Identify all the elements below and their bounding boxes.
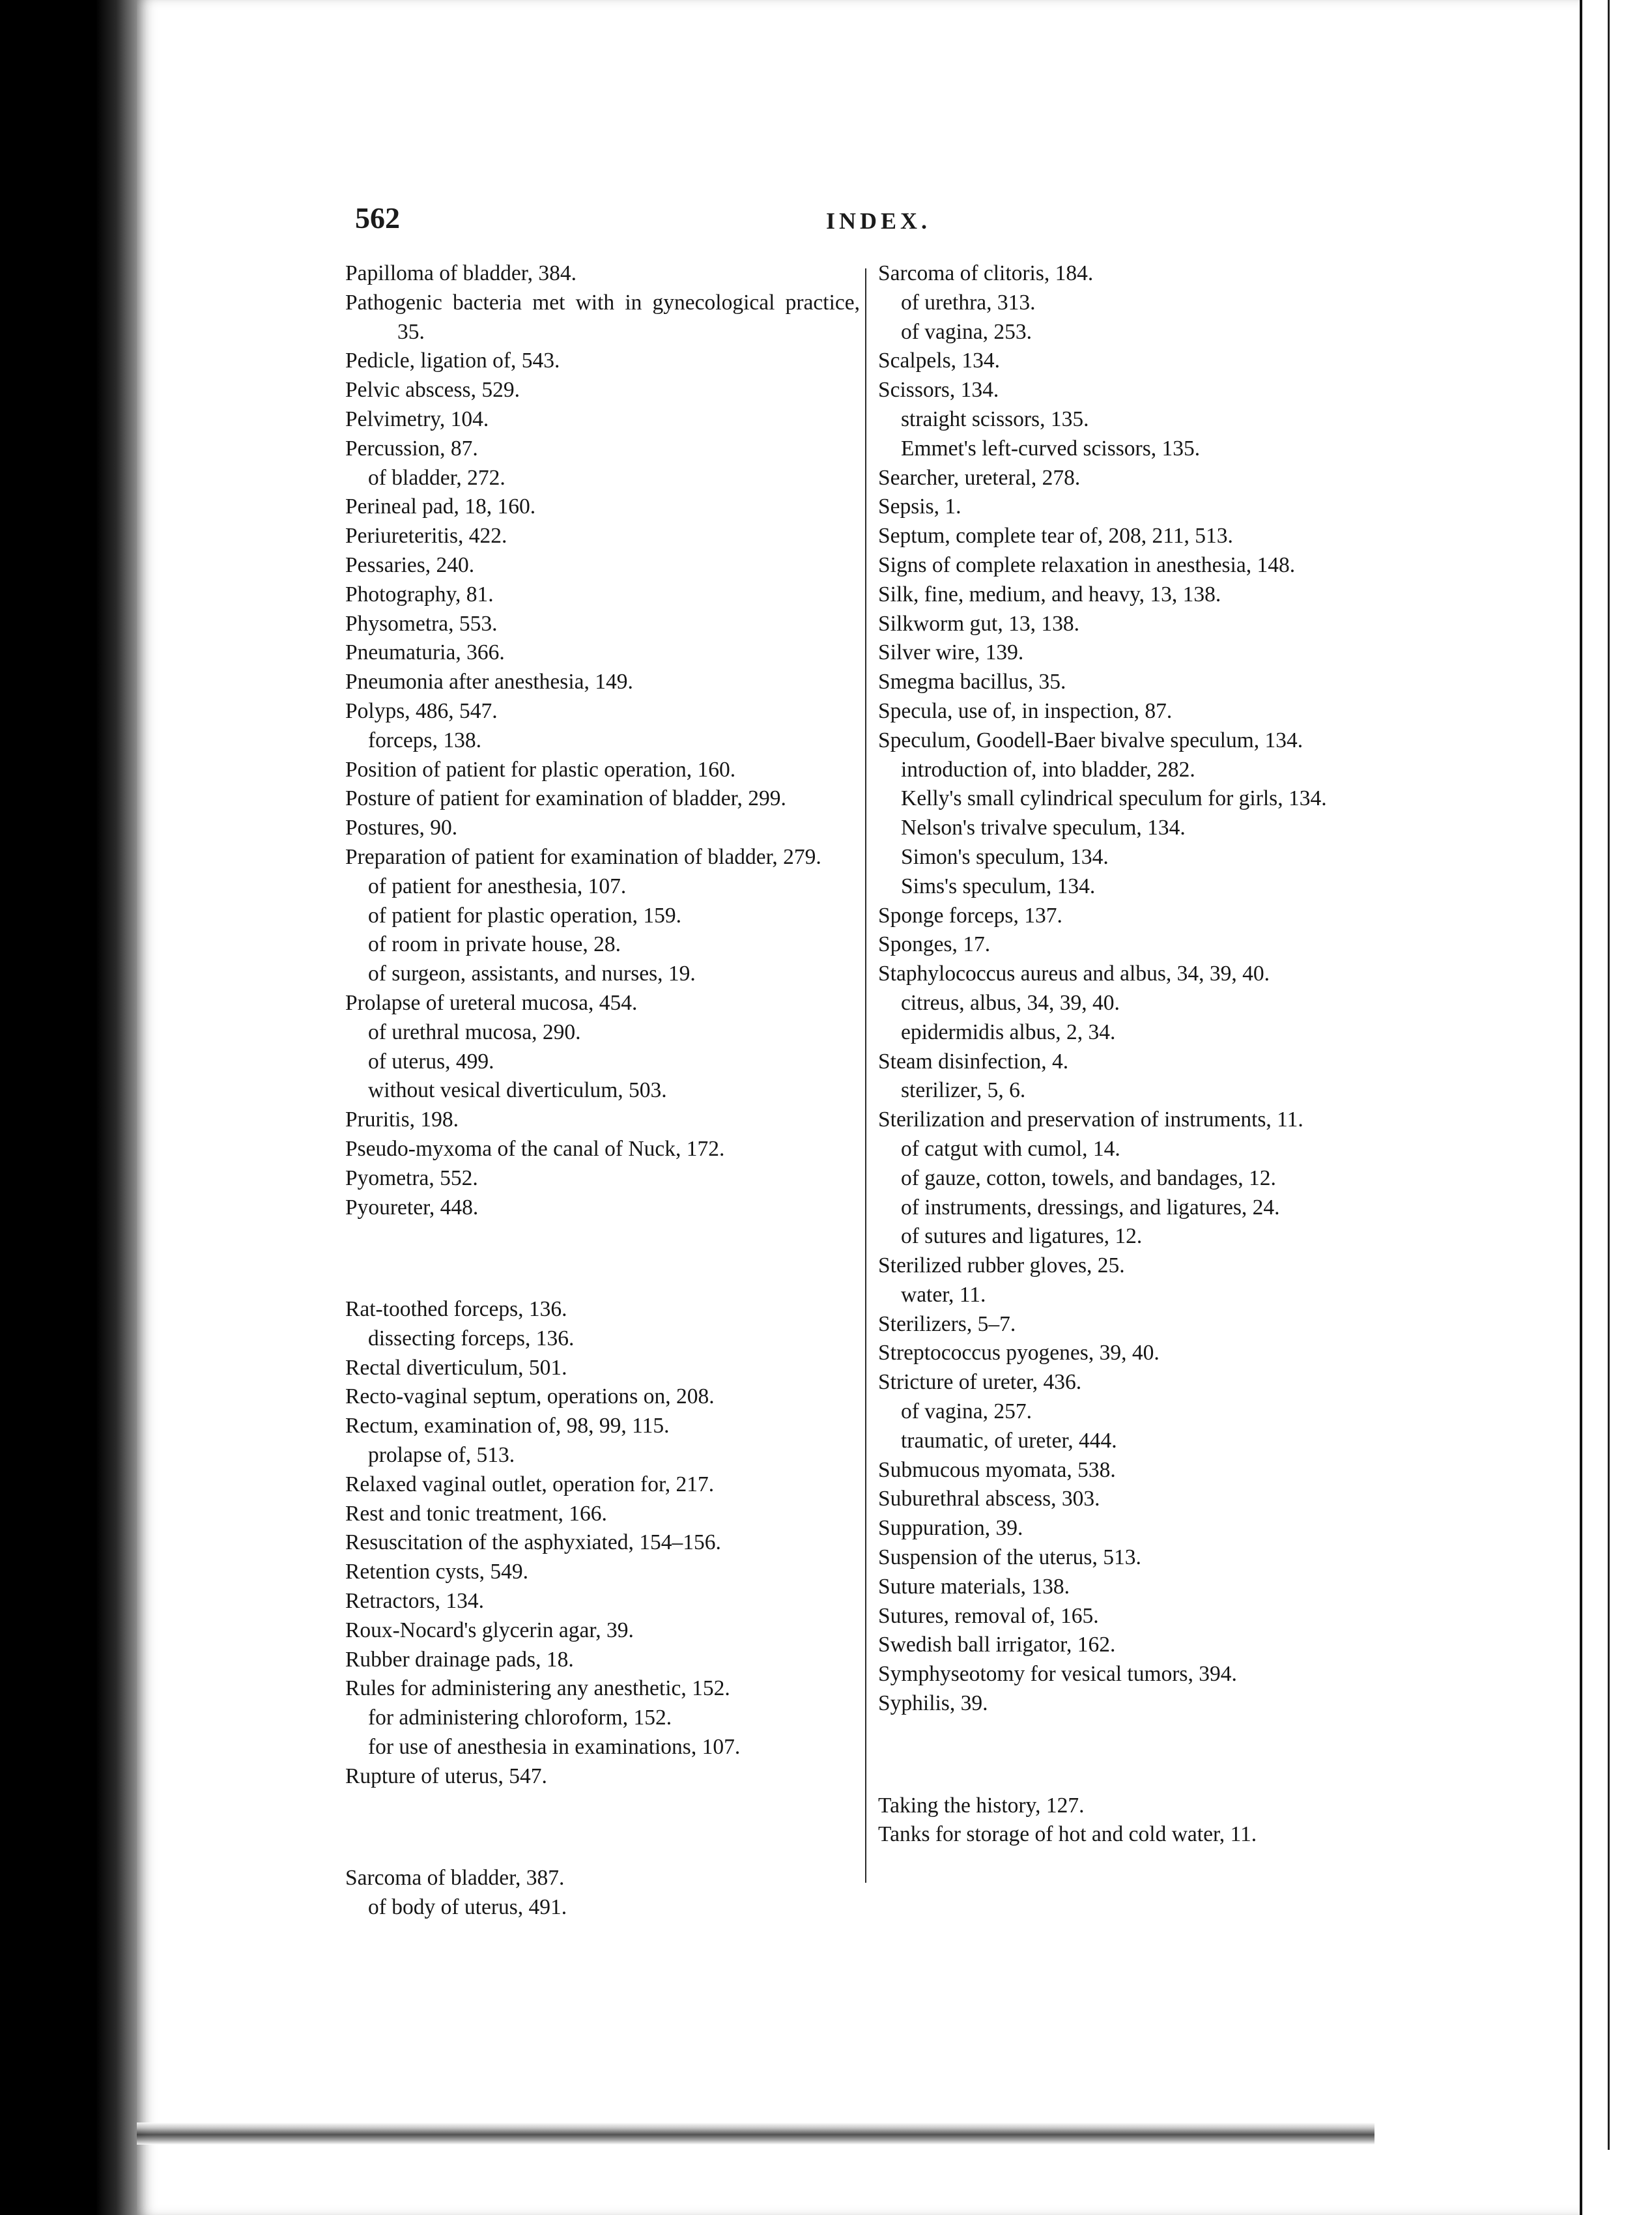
index-entry: Sponges, 17.	[878, 932, 991, 957]
index-entry: Rest and tonic treatment, 166.	[345, 1501, 607, 1526]
index-entry: Suppuration, 39.	[878, 1516, 1023, 1541]
index-entry: Sterilization and preservation of instruments, 11.	[878, 1108, 1303, 1132]
index-subentry: of sutures and ligatures, 12.	[901, 1224, 1143, 1249]
index-entry: Retention cysts, 549.	[345, 1560, 529, 1584]
index-subentry: dissecting forceps, 136.	[368, 1326, 575, 1350]
index-subentry: water, 11.	[901, 1282, 986, 1307]
index-entry: Rectum, examination of, 98, 99, 115.	[345, 1414, 670, 1438]
index-entry: Suture materials, 138.	[878, 1574, 1070, 1599]
index-subentry: Simon's speculum, 134.	[901, 844, 1109, 869]
index-entry: Postures, 90.	[345, 816, 458, 840]
index-entry: Physometra, 553.	[345, 611, 498, 636]
section-gap	[345, 1244, 860, 1274]
index-subentry: of uterus, 499.	[368, 1049, 494, 1074]
index-column-left	[345, 259, 860, 1922]
index-entry: Pessaries, 240.	[345, 552, 475, 577]
index-subentry: of vagina, 257.	[901, 1399, 1032, 1424]
index-entry: Pelvic abscess, 529.	[345, 378, 520, 403]
index-entry: Silver wire, 139.	[878, 640, 1024, 665]
index-subentry: straight scissors, 135.	[901, 407, 1089, 431]
index-subentry: of vagina, 253.	[901, 319, 1032, 344]
index-subentry: sterilizer, 5, 6.	[901, 1078, 1026, 1103]
index-entry: Specula, use of, in inspection, 87.	[878, 698, 1173, 723]
index-entry: Rubber drainage pads, 18.	[345, 1647, 574, 1672]
index-entry: Recto-vaginal septum, operations on, 208.	[345, 1384, 715, 1409]
index-entry: Stricture of ureter, 436.	[878, 1370, 1082, 1395]
index-entry: Pneumonia after anesthesia, 149.	[345, 670, 633, 694]
index-entry: Resuscitation of the asphyxiated, 154–156.	[345, 1530, 721, 1555]
index-entry: Tanks for storage of hot and cold water, 11.	[878, 1822, 1257, 1847]
index-entry: Percussion, 87.	[345, 436, 478, 461]
index-subentry: introduction of, into bladder, 282.	[901, 757, 1195, 782]
index-entry: Rules for administering any anesthetic, 152.	[345, 1676, 730, 1701]
index-entry: Suspension of the uterus, 513.	[878, 1545, 1141, 1570]
index-entry: Taking the history, 127.	[878, 1793, 1085, 1818]
index-subentry: Nelson's trivalve speculum, 134.	[901, 816, 1186, 840]
index-subentry: of patient for anesthesia, 107.	[368, 874, 627, 898]
index-entry: Pruritis, 198.	[345, 1108, 459, 1132]
index-entry: Searcher, ureteral, 278.	[878, 465, 1081, 490]
index-entry: Rectal diverticulum, 501.	[345, 1355, 567, 1380]
index-entry: Silkworm gut, 13, 138.	[878, 611, 1079, 636]
index-entry: Symphyseotomy for vesical tumors, 394.	[878, 1662, 1237, 1687]
index-entry: Sarcoma of bladder, 387.	[345, 1866, 565, 1891]
index-subentry: of urethra, 313.	[901, 290, 1036, 315]
index-entry: Scissors, 134.	[878, 378, 999, 403]
index-entry: Rupture of uterus, 547.	[345, 1764, 547, 1788]
index-column-right	[878, 259, 1393, 1850]
page-bottom-edge	[137, 2122, 1374, 2145]
index-entry: Pyometra, 552.	[345, 1165, 478, 1190]
index-subentry: of urethral mucosa, 290.	[368, 1020, 581, 1044]
index-entry: Sutures, removal of, 165.	[878, 1603, 1099, 1628]
scan-left-edge	[0, 0, 137, 2215]
index-subentry: of surgeon, assistants, and nurses, 19.	[368, 962, 696, 986]
index-entry: Scalpels, 134.	[878, 349, 1001, 373]
index-entry: Posture of patient for examination of bladder, 299.	[345, 786, 786, 811]
index-subentry: of body of uterus, 491.	[368, 1895, 567, 1920]
index-entry: Pseudo-myxoma of the canal of Nuck, 172.	[345, 1136, 725, 1161]
index-entry: Polyps, 486, 547.	[345, 698, 498, 723]
index-subentry: Emmet's left-curved scissors, 135.	[901, 436, 1201, 461]
index-subentry: for use of anesthesia in examinations, 107.	[368, 1735, 741, 1760]
index-entry: Syphilis, 39.	[878, 1691, 988, 1716]
index-entry: Sarcoma of clitoris, 184.	[878, 261, 1094, 285]
running-head: INDEX.	[826, 208, 932, 234]
index-entry: Submucous myomata, 538.	[878, 1457, 1116, 1482]
index-entry: Sepsis, 1.	[878, 494, 961, 519]
index-entry: Sterilized rubber gloves, 25.	[878, 1253, 1125, 1278]
index-entry: Staphylococcus aureus and albus, 34, 39, 40.	[878, 962, 1270, 986]
column-divider	[865, 268, 866, 1883]
index-subentry: of room in private house, 28.	[368, 932, 621, 957]
index-subentry: of gauze, cotton, towels, and bandages, 12.	[901, 1165, 1276, 1190]
index-subentry: Kelly's small cylindrical speculum for girls, 134.	[901, 786, 1327, 811]
index-entry: Preparation of patient for examination of bladder, 279.	[345, 844, 821, 869]
index-entry: Streptococcus pyogenes, 39, 40.	[878, 1341, 1160, 1365]
index-entry: Signs of complete relaxation in anesthesia, 148.	[878, 552, 1296, 577]
index-entry: Papilloma of bladder, 384.	[345, 261, 577, 285]
index-entry: Perineal pad, 18, 160.	[345, 494, 536, 519]
index-entry: Septum, complete tear of, 208, 211, 513.	[878, 524, 1233, 549]
index-subentry: prolapse of, 513.	[368, 1443, 515, 1468]
index-entry: Relaxed vaginal outlet, operation for, 217.	[345, 1472, 715, 1496]
index-subentry: Sims's speculum, 134.	[901, 874, 1096, 898]
index-subentry: epidermidis albus, 2, 34.	[901, 1020, 1116, 1044]
index-subentry: of bladder, 272.	[368, 465, 506, 490]
index-subentry: of instruments, dressings, and ligatures, 24.	[901, 1195, 1280, 1220]
index-entry: Position of patient for plastic operation, 160.	[345, 757, 736, 782]
facing-page-edge	[1580, 0, 1652, 2215]
index-subentry: traumatic, of ureter, 444.	[901, 1428, 1117, 1453]
index-subentry: of patient for plastic operation, 159.	[368, 903, 681, 928]
index-subentry: forceps, 138.	[368, 728, 481, 752]
facing-page-rule	[1608, 0, 1610, 2150]
index-entry: Pedicle, ligation of, 543.	[345, 349, 560, 373]
index-entry: Swedish ball irrigator, 162.	[878, 1633, 1116, 1657]
page-number: 562	[355, 201, 400, 235]
index-entry: Pyoureter, 448.	[345, 1195, 479, 1220]
index-entry: Periureteritis, 422.	[345, 524, 507, 549]
index-entry: Pathogenic bacteria met with in gynecological practice, 35.	[345, 290, 860, 344]
index-entry: Silk, fine, medium, and heavy, 13, 138.	[878, 582, 1221, 607]
section-gap	[878, 1740, 1393, 1769]
index-entry: Rat-toothed forceps, 136.	[345, 1297, 567, 1322]
index-subentry: of catgut with cumol, 14.	[901, 1136, 1120, 1161]
index-entry: Pneumaturia, 366.	[345, 640, 505, 665]
index-entry: Roux-Nocard's glycerin agar, 39.	[345, 1618, 634, 1642]
index-entry: Prolapse of ureteral mucosa, 454.	[345, 990, 638, 1015]
index-entry: Retractors, 134.	[345, 1589, 485, 1614]
index-entry: Speculum, Goodell-Baer bivalve speculum, 134.	[878, 728, 1303, 752]
index-entry: Sterilizers, 5–7.	[878, 1311, 1016, 1336]
section-gap	[345, 1813, 860, 1842]
index-entry: Photography, 81.	[345, 582, 494, 607]
index-entry: Pelvimetry, 104.	[345, 407, 489, 431]
index-subentry: without vesical diverticulum, 503.	[368, 1078, 667, 1103]
index-entry: Sponge forceps, 137.	[878, 903, 1062, 928]
index-entry: Smegma bacillus, 35.	[878, 670, 1066, 694]
index-entry: Suburethral abscess, 303.	[878, 1487, 1100, 1511]
index-subentry: for administering chloroform, 152.	[368, 1706, 672, 1730]
index-subentry: citreus, albus, 34, 39, 40.	[901, 990, 1120, 1015]
index-entry: Steam disinfection, 4.	[878, 1049, 1069, 1074]
